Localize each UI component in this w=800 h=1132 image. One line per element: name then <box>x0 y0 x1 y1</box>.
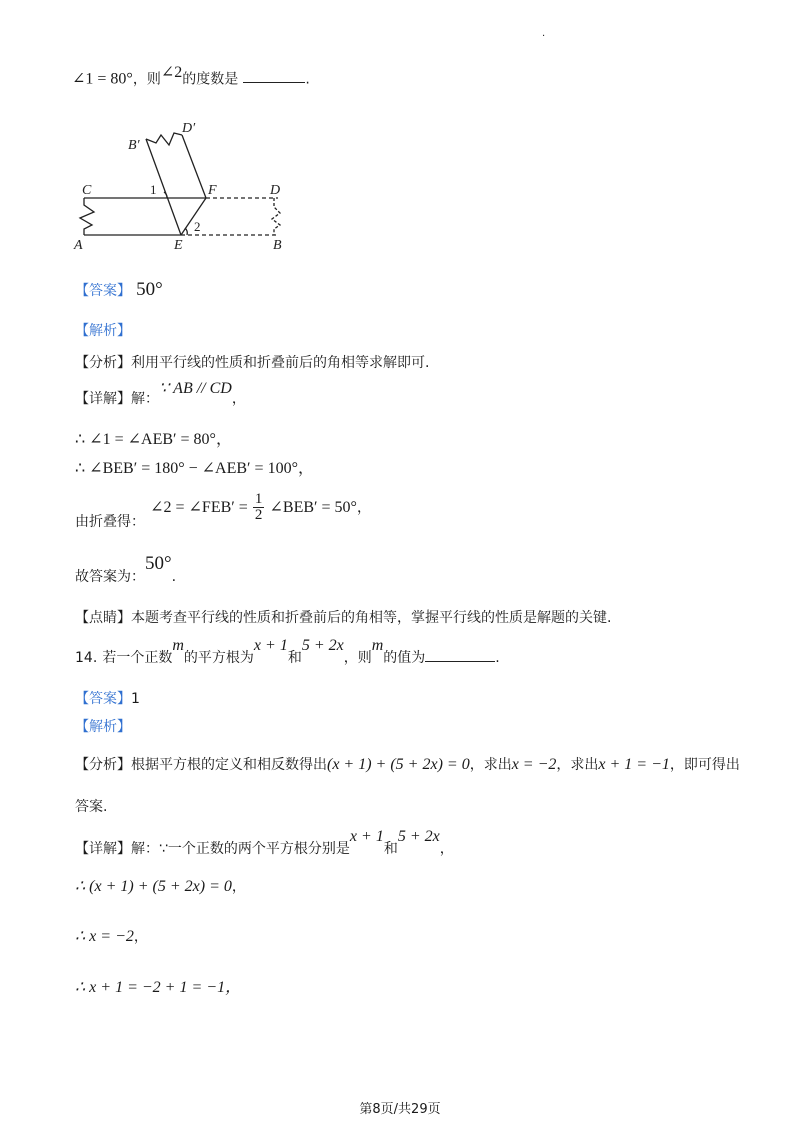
q14-and: 和 <box>287 650 302 666</box>
q14-step-2-comma: ， <box>133 929 148 945</box>
right-zigzag-dashed <box>272 198 280 235</box>
q14-xj-comma: ， <box>439 841 454 857</box>
q13-period: . <box>305 71 310 88</box>
q14-fenxi-e: 答案. <box>75 799 108 815</box>
angle1-arc <box>164 192 167 198</box>
q14-answer-row <box>75 688 140 708</box>
q14-xj-and: 和 <box>383 841 398 857</box>
q14-step-1 <box>75 876 246 896</box>
step-line-1: ∴ ∠1 = ∠AEB′ = 80°， <box>75 431 232 448</box>
xiangjie-jie: 解： <box>131 391 159 407</box>
fold-comma: ， <box>356 500 371 516</box>
q13-text: 的度数是 <box>182 71 239 88</box>
final-answer-row <box>75 553 177 585</box>
frac-den: 2 <box>254 507 263 523</box>
q14-fenxi-c: ，求出 <box>556 757 599 773</box>
label-2: 2 <box>194 219 201 234</box>
q14-step-2-expr: ∴ x = −2 <box>75 928 134 945</box>
label-b: B <box>273 238 282 253</box>
label-a: A <box>74 238 83 253</box>
q13-then: ，则 <box>132 71 161 88</box>
q14-fenxi-d: ，即可得出 <box>669 757 740 773</box>
fenxi-text: 利用平行线的性质和折叠前后的角相等求解即可. <box>131 355 430 371</box>
label-b-prime: B′ <box>128 138 140 153</box>
q14-step-3: ∴ x + 1 = −2 + 1 = −1， <box>75 979 242 996</box>
q14-period: . <box>495 650 500 666</box>
frac-num: 1 <box>254 491 263 507</box>
because-comma: ， <box>231 391 246 407</box>
q14-step-2 <box>75 926 148 946</box>
answer-tag: 【答案】 <box>75 283 131 299</box>
q14-eq2: x = −2 <box>511 756 557 773</box>
q14-fenxi-tag: 【分析】 <box>75 757 131 773</box>
q14-answer-blank <box>425 649 495 662</box>
angle2-expr: ∠2 <box>160 64 183 81</box>
q14-text-3: ，则 <box>343 650 372 666</box>
fold-text: 由折叠得： <box>75 514 145 530</box>
q13-answer-row <box>75 279 163 301</box>
answer-blank <box>243 70 305 83</box>
q14-step-1-comma: ， <box>231 879 246 895</box>
dianjing-row <box>75 607 611 627</box>
q14-text-4: 的值为 <box>383 650 426 666</box>
fenxi-tag: 【分析】 <box>75 355 131 371</box>
geometry-figure <box>70 115 300 255</box>
q14-fenxi-a: 根据平方根的定义和相反数得出 <box>131 757 327 773</box>
q14-xj-expr-1: x + 1 <box>349 828 384 845</box>
analysis-tag: 【解析】 <box>75 323 131 339</box>
q14-m-2: m <box>371 637 384 654</box>
xiangjie-tag: 【详解】 <box>75 391 131 407</box>
angle2-arc <box>185 228 187 235</box>
label-d: D <box>270 183 281 198</box>
q14-xiangjie-row <box>75 826 454 857</box>
q14-answer-tag: 【答案】 <box>75 691 131 707</box>
q14-eq1: (x + 1) + (5 + 2x) = 0 <box>327 756 470 773</box>
fenxi-row <box>75 352 429 372</box>
dianjing-tag: 【点睛】 <box>75 610 131 626</box>
fold-right: ∠BEB′ = 50° <box>269 499 357 516</box>
q14-analysis-tag: 【解析】 <box>75 719 131 735</box>
fold-row <box>75 491 371 530</box>
fraction-half <box>253 492 265 523</box>
final-answer-period: . <box>171 569 177 585</box>
q14-xiangjie-tag: 【详解】 <box>75 841 131 857</box>
label-d-prime: D′ <box>182 121 196 136</box>
because-expr: ∵ AB // CD <box>159 380 232 397</box>
q14-eq3: x + 1 = −1 <box>598 756 670 773</box>
q14-answer-value: 1 <box>131 691 140 707</box>
label-f: F <box>208 183 217 198</box>
q14-fenxi-b: ，求出 <box>469 757 512 773</box>
label-1: 1 <box>150 182 157 197</box>
answer-value: 50° <box>136 279 163 300</box>
q13-question-tail <box>72 62 310 88</box>
angle1-expr: ∠1 = 80° <box>72 70 133 88</box>
top-dot: . <box>542 28 546 39</box>
step-line-2: ∴ ∠BEB′ = 180° − ∠AEB′ = 100°， <box>75 460 314 477</box>
q14-text-2: 的平方根为 <box>183 650 254 666</box>
dianjing-text: 本题考查平行线的性质和折叠前后的角相等，掌握平行线的性质是解题的关键. <box>131 610 612 626</box>
q14-m: m <box>172 637 184 654</box>
q14-xiangjie-jie: 解：∵一个正数的两个平方根分别是 <box>131 841 350 857</box>
label-c: C <box>82 183 92 198</box>
q14-expr-2: 5 + 2x <box>301 637 344 654</box>
left-zigzag <box>80 198 94 235</box>
q14-xj-expr-2: 5 + 2x <box>397 828 440 845</box>
final-answer-text: 故答案为： <box>75 569 145 585</box>
top-zigzag <box>146 133 182 145</box>
q14-step-1-expr: ∴ (x + 1) + (5 + 2x) = 0 <box>75 878 232 895</box>
q14-question <box>75 635 500 666</box>
q14-text-1: 若一个正数 <box>102 650 173 666</box>
q14-number: 14. <box>75 650 98 666</box>
fold-left: ∠2 = ∠FEB′ = <box>150 499 248 516</box>
xiangjie-row <box>75 378 246 407</box>
final-answer-value: 50° <box>145 553 172 574</box>
label-e: E <box>174 238 183 253</box>
q14-fenxi-row <box>75 754 740 774</box>
line-d-prime-f <box>182 135 206 198</box>
page-footer: 第8页/共29页 <box>359 1102 441 1117</box>
q14-expr-1: x + 1 <box>253 637 288 654</box>
